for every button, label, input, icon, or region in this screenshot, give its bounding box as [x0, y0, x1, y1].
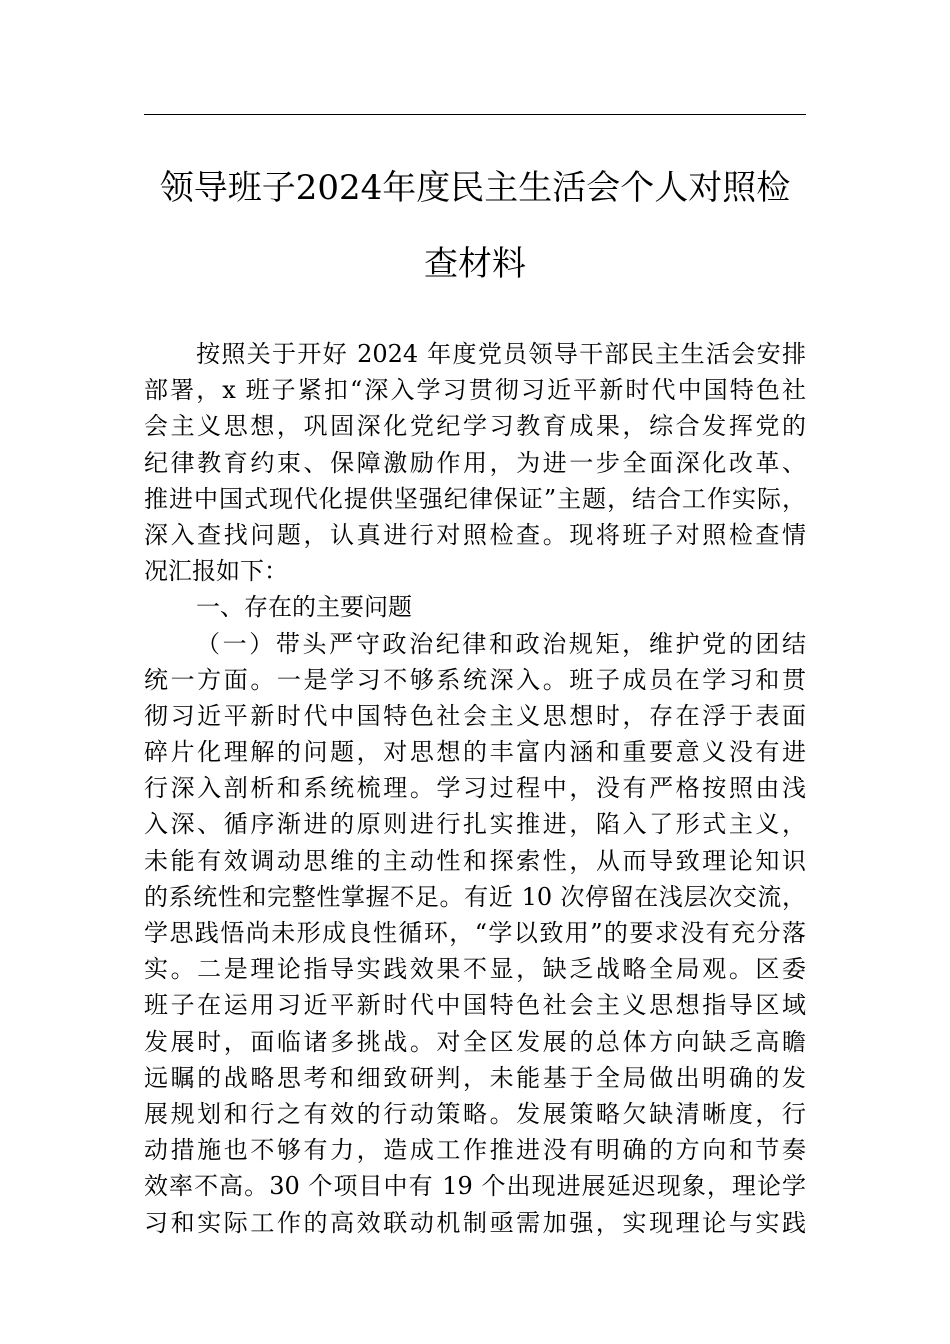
paragraph-line: 实。二是理论指导实践效果不显，缺乏战略全局观。区委: [144, 955, 806, 984]
paragraph-line: 动措施也不够有力，造成工作推进没有明确的方向和节奏: [144, 1136, 806, 1165]
paragraph-line: 的系统性和完整性掌握不足。有近 10 次停留在浅层次交流，: [144, 882, 806, 911]
paragraph-line: 统一方面。一是学习不够系统深入。班子成员在学习和贯: [144, 665, 806, 694]
header-rule: [144, 114, 806, 115]
paragraph-line: 纪律教育约束、保障激励作用，为进一步全面深化改革、: [144, 448, 806, 477]
title-line-1: 领导班子2024年度民主生活会个人对照检: [159, 168, 791, 208]
paragraph-line: 未能有效调动思维的主动性和探索性，从而导致理论知识: [144, 846, 806, 875]
title-line-2: 查材料: [424, 244, 526, 284]
paragraph-line: 远瞩的战略思考和细致研判，未能基于全局做出明确的发: [144, 1063, 806, 1092]
section-heading: 一、存在的主要问题: [196, 593, 412, 622]
paragraph-line: 深入查找问题，认真进行对照检查。现将班子对照检查情: [144, 520, 806, 549]
paragraph-line: 况汇报如下：: [144, 557, 288, 586]
paragraph-line: 按照关于开好 2024 年度党员领导干部民主生活会安排: [196, 340, 806, 368]
paragraph-line: 会主义思想，巩固深化党纪学习教育成果，综合发挥党的: [144, 412, 806, 441]
document-body: [144, 336, 806, 1241]
paragraph-line: 班子在运用习近平新时代中国特色社会主义思想指导区域: [144, 991, 806, 1020]
paragraph-line: （一）带头严守政治纪律和政治规矩，维护党的团结: [196, 629, 806, 658]
paragraph-line: 展规划和行之有效的行动策略。发展策略欠缺清晰度，行: [144, 1099, 806, 1128]
paragraph-line: 学思践悟尚未形成良性循环，“学以致用”的要求没有充分落: [144, 919, 806, 947]
paragraph-line: 入深、循序渐进的原则进行扎实推进，陷入了形式主义，: [144, 810, 806, 839]
paragraph-line: 发展时，面临诸多挑战。对全区发展的总体方向缺乏高瞻: [144, 1027, 806, 1056]
paragraph-line: 部署，x 班子紧扣“深入学习贯彻习近平新时代中国特色社: [144, 376, 806, 405]
paragraph-line: 碎片化理解的问题，对思想的丰富内涵和重要意义没有进: [144, 738, 806, 767]
paragraph-line: 彻习近平新时代中国特色社会主义思想时，存在浮于表面: [144, 701, 806, 730]
document-title: [144, 150, 806, 302]
paragraph-line: 习和实际工作的高效联动机制亟需加强，实现理论与实践: [144, 1208, 806, 1237]
paragraph-line: 行深入剖析和系统梳理。学习过程中，没有严格按照由浅: [144, 774, 806, 803]
paragraph-line: 效率不高。30 个项目中有 19 个出现进展延迟现象，理论学: [144, 1172, 806, 1201]
paragraph-line: 推进中国式现代化提供坚强纪律保证”主题，结合工作实际，: [144, 484, 806, 513]
